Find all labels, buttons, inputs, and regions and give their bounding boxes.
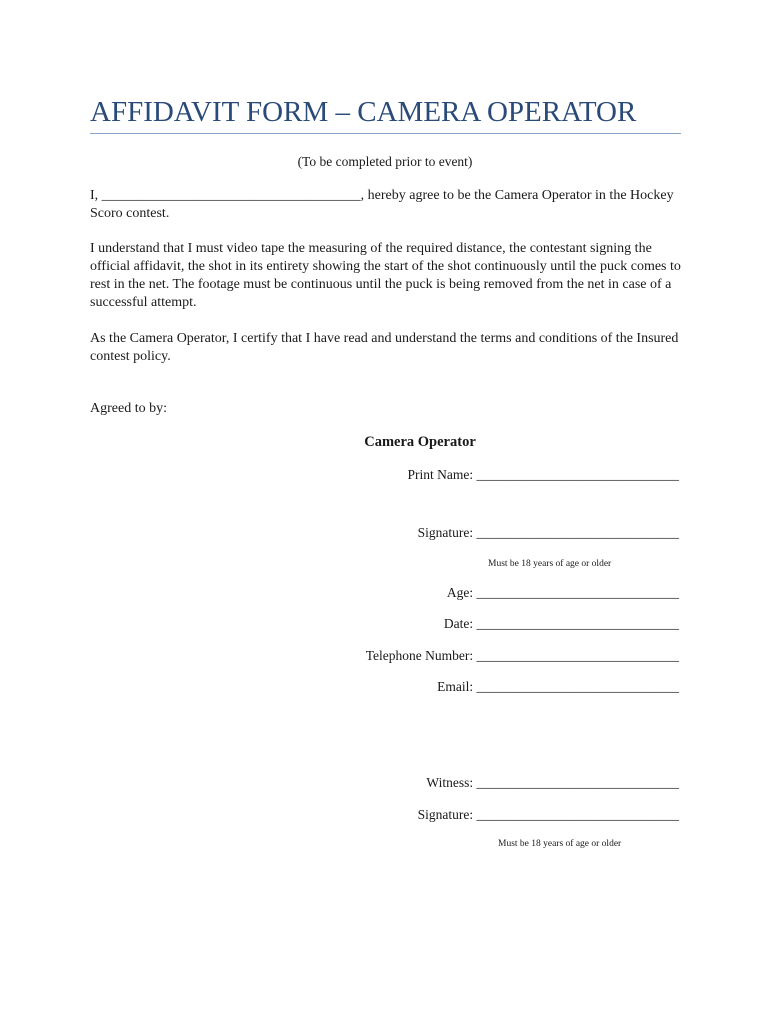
age-field[interactable]: Age: ______________________________ [446, 585, 679, 600]
title-underline [90, 133, 681, 134]
email-field[interactable]: Email: ______________________________ [437, 679, 679, 694]
witness-age-requirement-note: Must be 18 years of age or older [498, 839, 622, 849]
signature-field[interactable]: Signature: ______________________________ [417, 525, 679, 540]
document-title: AFFIDAVIT FORM – CAMERA OPERATOR [90, 96, 637, 128]
certification-paragraph: As the Camera Operator, I certify that I have read and understand the terms and conditions of the Insured contest policy. [90, 331, 679, 364]
document-subtitle: (To be completed prior to event) [297, 154, 473, 169]
age-requirement-note: Must be 18 years of age or older [488, 559, 612, 569]
agreed-label: Agreed to by: [90, 401, 167, 416]
witness-signature-field[interactable]: Signature: ______________________________ [417, 807, 679, 822]
date-field[interactable]: Date: ______________________________ [443, 616, 679, 631]
requirements-paragraph: I understand that I must video tape the measuring of the required distance, the contestant signing the official affidavit, the shot in its entirety showing the start of the shot continuously until the puck comes to rest in the net. The footage must be continuous until the puck is being removed from the net in case of a successful attempt. [90, 241, 681, 310]
print-name-field[interactable]: Print Name: ______________________________ [407, 467, 679, 482]
section-heading: Camera Operator [364, 434, 476, 450]
witness-field[interactable]: Witness: ______________________________ [426, 775, 679, 790]
telephone-field[interactable]: Telephone Number: ______________________________ [365, 648, 679, 663]
agreement-paragraph: I, _____________________________________, hereby agree to be the Camera Operator in the Hockey Scoro contest. [90, 188, 674, 221]
